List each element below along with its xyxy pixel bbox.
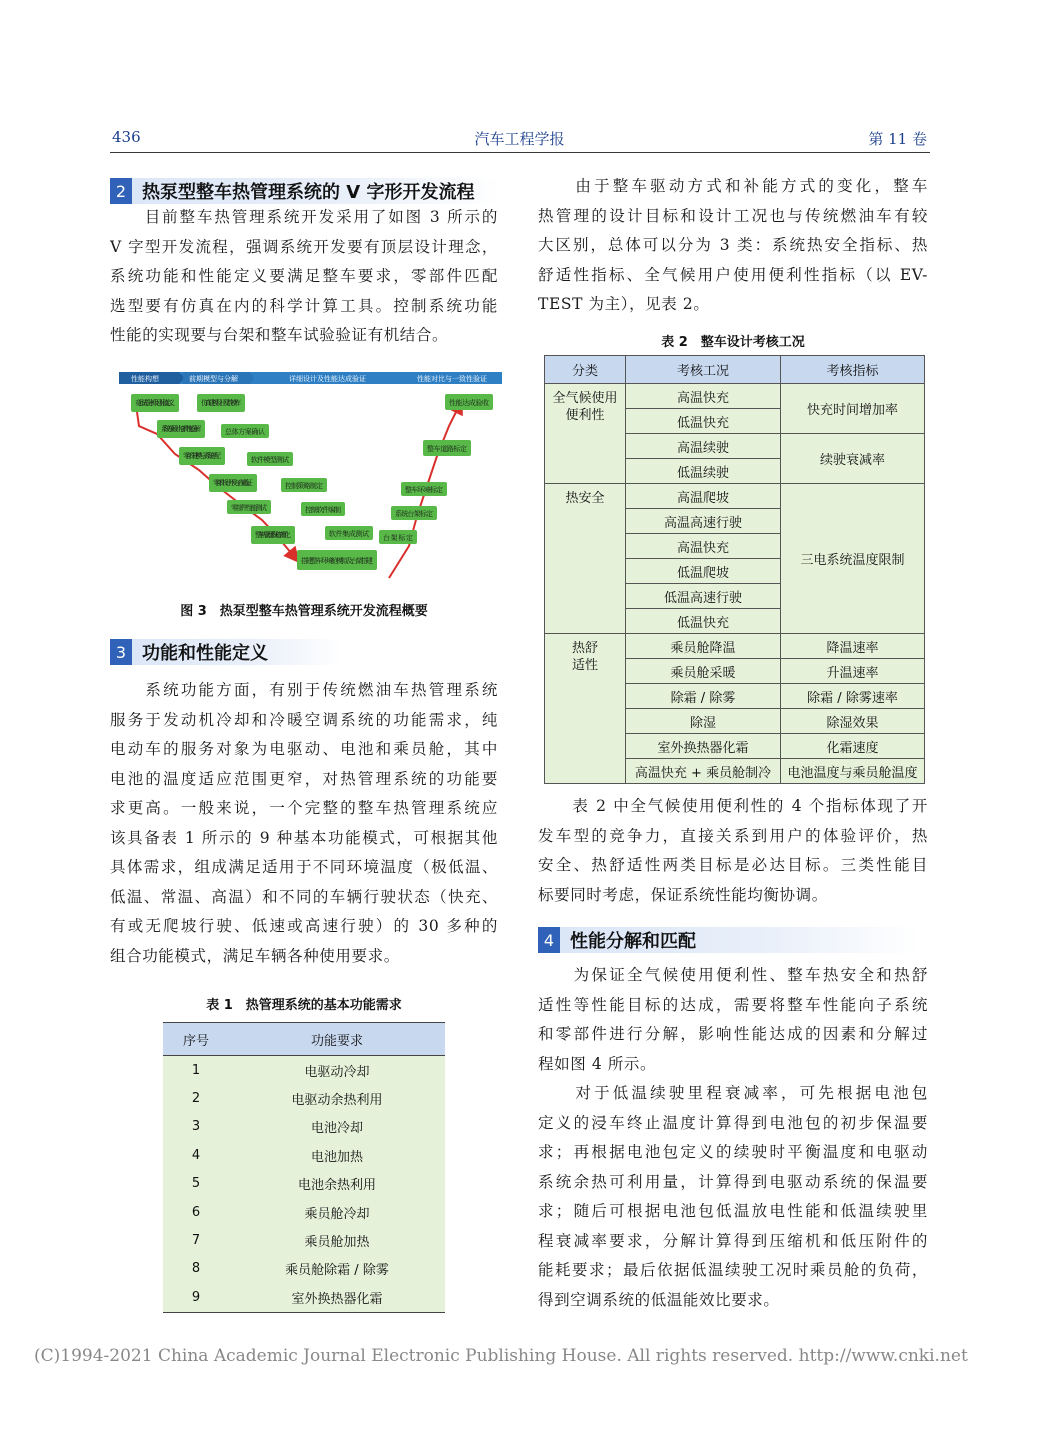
section-title: 性能分解和匹配: [560, 927, 920, 953]
section-number: 4: [538, 927, 560, 953]
box-label: 控制策略制定: [285, 482, 323, 490]
table-row: [163, 1170, 445, 1198]
paragraph-design-targets: 由于整车驱动方式和补能方式的变化，整车 热管理的设计目标和设计工况也与传统燃油车有较 大区别，总体可以分为 3 类：系统热安全指标、热 舒适性指标、全气候用户使用便利性指标（以 EV- TEST 为主），见表 2。: [538, 177, 928, 313]
phase-label: 性能构想: [131, 375, 159, 383]
indicator-cell: 化霜速度: [781, 734, 925, 759]
condition-cell: 低温快充: [626, 609, 781, 634]
box-label: 系统方案设计与部件性能分解: [161, 425, 201, 433]
row-index: 3: [163, 1113, 229, 1141]
table-2: [544, 355, 925, 784]
box-label: 软件模型测试: [251, 456, 289, 464]
box-label: 控制软件编制: [305, 506, 341, 514]
table-2-caption: 表 2 整车设计考核工况: [661, 335, 805, 350]
figure-3-caption: 图 3 热泵型整车热管理系统开发流程概要: [180, 604, 428, 619]
paragraph-performance-decomposition: 为保证全气候使用便利性、整车热安全和热舒 适性等性能目标的达成，需要将整车性能向子系统 和零部件进行分解，影响性能达成的因素和分解过 程如图 4 所示。: [538, 966, 928, 1073]
function-requirement: 电池余热利用: [229, 1170, 445, 1198]
indicator-cell: 电池温度与乘员舱温度: [781, 759, 925, 784]
figure-3-v-diagram: [117, 370, 504, 586]
function-requirement: 乘员舱冷却: [229, 1198, 445, 1226]
condition-cell: 高温高速行驶: [626, 509, 781, 534]
table-header: 分类: [545, 356, 626, 384]
phase-label: 前期模型与分解: [189, 375, 238, 383]
journal-title: 汽车工程学报: [474, 130, 565, 148]
category-line: 适性: [571, 658, 598, 673]
condition-cell: 乘员舱降温: [626, 634, 781, 659]
table-row: [163, 1255, 445, 1283]
condition-cell: 高温快充: [626, 384, 781, 409]
category-cell: [545, 634, 626, 784]
condition-cell: 高温快充 + 乘员舱制冷: [626, 759, 781, 784]
box-label: 整车热管理系统仿真优化: [255, 531, 291, 539]
copyright-footer: (C)1994-2021 China Academic Journal Electronic Publishing House. All rights reserved. http://www.cnki.net: [34, 1346, 968, 1366]
table-row: [163, 1084, 445, 1112]
condition-cell: 低温爬坡: [626, 559, 781, 584]
condition-cell: 高温续驶: [626, 434, 781, 459]
phase-label: 详细设计及性能达成验证: [289, 375, 366, 383]
mid-boxes: [197, 394, 373, 540]
header-rule: [110, 152, 930, 153]
table-row: [545, 384, 925, 409]
table-row: [545, 484, 925, 509]
box-label: 台架标定: [383, 534, 413, 542]
function-requirement: 乘员舱加热: [229, 1226, 445, 1254]
table-row: [163, 1141, 445, 1169]
paragraph-table2-summary: 表 2 中全气候使用便利性的 4 个指标体现了开 发车型的竞争力，直接关系到用户的体验评价，热 安全、热舒适性两类目标是必达目标。三类性能目 标要同时考虑，保证系统性能均衡协调。: [538, 797, 928, 904]
condition-cell: 高温快充: [626, 534, 781, 559]
row-index: 1: [163, 1056, 229, 1085]
row-index: 5: [163, 1170, 229, 1198]
indicator-cell: 续驶衰减率: [781, 434, 925, 484]
category-line: 热舒: [571, 641, 598, 656]
condition-cell: 室外换热器化霜: [626, 734, 781, 759]
condition-cell: 乘员舱采暖: [626, 659, 781, 684]
box-label: 零部件性能测试: [231, 504, 267, 512]
box-label: 系统台架标定: [395, 510, 433, 518]
box-label: 仿真建模及开发数模库: [201, 399, 241, 407]
table-1-caption: 表 1 热管理系统的基本功能需求: [206, 998, 402, 1013]
function-requirement: 电驱动余热利用: [229, 1084, 445, 1112]
function-requirement: 室外换热器化霜: [229, 1283, 445, 1312]
section-3-heading: [110, 637, 342, 667]
box-label: 总体方案确认: [225, 428, 265, 436]
condition-cell: 低温快充: [626, 409, 781, 434]
table-row: [163, 1056, 445, 1085]
category-line: 全气候使用: [552, 391, 618, 406]
category-cell: [545, 384, 626, 484]
box-label: 竞品试验分析及目标值定义: [135, 399, 175, 407]
box-label: 搭建整车环境舱模拟及台架搭建: [301, 557, 373, 565]
function-requirement: 电池冷却: [229, 1113, 445, 1141]
table-row: [545, 634, 925, 659]
table-row: [163, 1113, 445, 1141]
condition-cell: 低温高速行驶: [626, 584, 781, 609]
left-boxes: [131, 394, 295, 544]
section-2-heading: [110, 176, 500, 206]
table-header: 考核工况: [626, 356, 781, 384]
indicator-cell: 降温速率: [781, 634, 925, 659]
row-index: 2: [163, 1084, 229, 1112]
category-line: 便利性: [565, 408, 605, 423]
indicator-cell: 快充时间增加率: [781, 384, 925, 434]
category-cell: [545, 484, 626, 634]
v-diagram-svg: [117, 370, 504, 586]
function-requirement: 乘员舱除霜 / 除雾: [229, 1255, 445, 1283]
box-label: 性能达成验收: [449, 399, 489, 407]
section-title: 热泵型整车热管理系统的 V 字形开发流程: [132, 178, 500, 204]
phase-label: 性能对比与一致性验证: [417, 375, 487, 383]
section-title: 功能和性能定义: [132, 639, 342, 665]
box-label: 零部件建模与子系统匹配: [183, 452, 221, 460]
row-index: 4: [163, 1141, 229, 1169]
box-label: 整车道路标定: [427, 445, 467, 453]
condition-cell: 低温续驶: [626, 459, 781, 484]
table-header: 序号: [163, 1023, 229, 1056]
page-number: 436: [112, 128, 141, 146]
section-number: 2: [110, 178, 132, 204]
table-row: [163, 1226, 445, 1254]
indicator-cell: 除湿效果: [781, 709, 925, 734]
category-line: 热安全: [565, 491, 605, 506]
box-label: 零部件设计开发与台架验证: [213, 479, 253, 487]
row-index: 7: [163, 1226, 229, 1254]
section-number: 3: [110, 639, 132, 665]
condition-cell: 除霜 / 除雾: [626, 684, 781, 709]
section-4-heading: [538, 925, 920, 955]
box-label: 软件集成测试: [329, 530, 369, 538]
table-header: 考核指标: [781, 356, 925, 384]
row-index: 9: [163, 1283, 229, 1312]
indicator-cell: 除霜 / 除雾速率: [781, 684, 925, 709]
table-1: [163, 1022, 445, 1313]
row-index: 6: [163, 1198, 229, 1226]
box-label: 整车环境标定: [405, 486, 443, 494]
paragraph-low-temp-range: 对于低温续驶里程衰减率，可先根据电池包 定义的浸车终止温度计算得到电池包的初步保温要 求；再根据电池包定义的续驶时平衡温度和电驱动 系统余热可利用量，计算得到电驱动系统的保温要 求；随后可根据电池包低温放电性能和低温续驶里 程衰减率要求，分解计算得到压缩机和低压附件的 能耗要求；最后依据低温续驶工况时乘员舱的负荷， 得到空调系统的低温能效比要求。: [538, 1084, 928, 1309]
right-boxes: [379, 394, 493, 544]
condition-cell: 除湿: [626, 709, 781, 734]
condition-cell: 高温爬坡: [626, 484, 781, 509]
table-row: [163, 1198, 445, 1226]
paragraph-function-definition: 系统功能方面，有别于传统燃油车热管理系统 服务于发动机冷却和冷暖空调系统的功能需求，纯 电动车的服务对象为电驱动、电池和乘员舱，其中 电池的温度适应范围更窄，对热管理系统的功能要 求更高。一般来说，一个完整的整车热管理系统应 该具备表 1 所示的 9 种基本功能模式，可根据其他 具体需求，组成满足适用于不同环境温度（极低温、 低温、常温、高温）和不同的车辆行驶状态（快充、 有或无爬坡行驶、低速或高速行驶）的 30 多种的 组合功能模式，满足车辆各种使用要求。: [110, 681, 498, 965]
function-requirement: 电驱动冷却: [229, 1056, 445, 1085]
function-requirement: 电池加热: [229, 1141, 445, 1169]
row-index: 8: [163, 1255, 229, 1283]
table-header: 功能要求: [229, 1023, 445, 1056]
volume-label: 第 11 卷: [868, 130, 927, 148]
table-row: [163, 1283, 445, 1312]
paragraph-v-process: 目前整车热管理系统开发采用了如图 3 所示的 V 字型开发流程，强调系统开发要有顶层设计理念， 系统功能和性能定义要满足整车要求，零部件匹配 选型要有仿真在内的科学计算工具。控制系统功能 性能的实现要与台架和整车试验验证有机结合。: [110, 208, 498, 344]
indicator-cell: 升温速率: [781, 659, 925, 684]
indicator-cell: 三电系统温度限制: [781, 484, 925, 634]
